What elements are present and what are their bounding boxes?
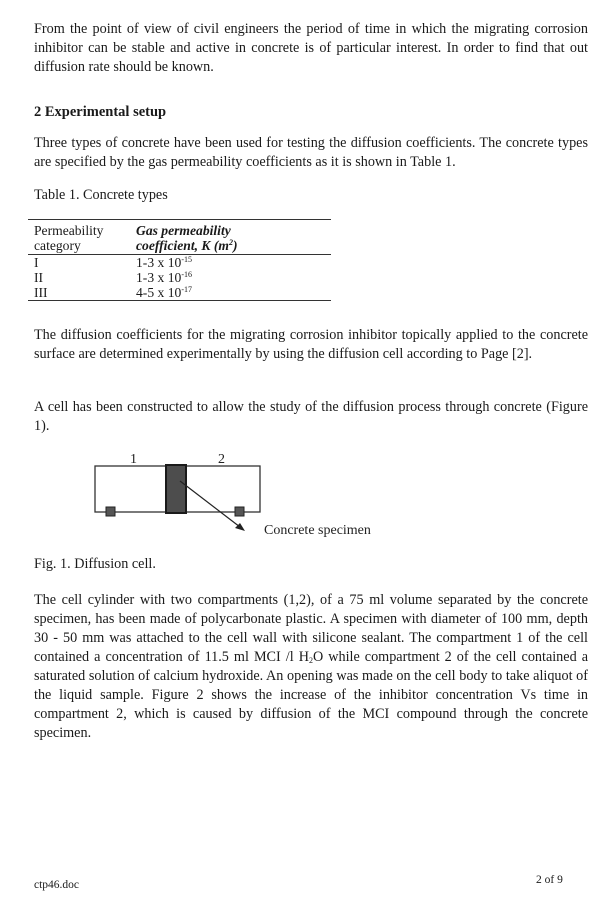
cell-cylinder-paragraph: The cell cylinder with two compartments (1,2), of a 75 ml volume separated by the concrete specimen, has been made of polycarbonate plastic. A specimen with diameter of 100 mm, depth 30 - 50 mm was attached to the cell wall with silicone sealant. The compartment 1 of the cell contained a concentration of 11.5 ml MCI /l $H_2O$ while compartment 2 of the cell contained a saturated solution of calcium hydroxide. An opening was made on the cell body to take aliquot of the liquid sample. Figure 2 shows the increase of the inhibitor concentration Vs time in compartment 2, which is caused by diffusion of the MCI compound through the concrete specimen. [34,592,588,741]
table-row [28,285,331,301]
diffusion-cell-diagram [90,448,410,548]
intro-paragraph: From the point of view of civil engineers the period of time in which the migrating corrosion inhibitor can be stable and active in concrete is of particular interest. In order to find that out diffusion rate should be known. [34,21,588,75]
cell-paragraph: A cell has been constructed to allow the study of the diffusion process through concrete (Figure 1). [34,399,588,434]
cell-coefficient: 4-5 x $10^{-17}$ [136,285,192,300]
cell-category: III [34,285,48,300]
footer-page-indicator: 2 of 9 [536,874,563,886]
table-header-row [28,220,331,255]
figure-caption: Fig. 1. Diffusion cell. [34,556,156,572]
footer-filename: ctp46.doc [34,879,80,891]
table-row [28,270,331,285]
concrete-specimen-label: Concrete specimen [264,523,371,538]
cell-category: I [34,255,39,270]
table-caption: Table 1. Concrete types [34,187,168,203]
cell-coefficient: 1-3 x $10^{-15}$ [136,255,192,270]
cell-category: II [34,270,44,285]
compartment-2-label: 2 [218,452,225,467]
diffusion-cell-figure [90,448,410,548]
cell-coefficient: 1-3 x $10^{-16}$ [136,270,192,285]
concrete-types-paragraph: Three types of concrete have been used for testing the diffusion coefficients. The concrete types are specified by the gas permeability coefficients as it is shown in Table 1. [34,135,588,170]
header-gas-permeability: Gas permeability coefficient, K $(m^2)$ [136,223,238,253]
compartment-1-label: 1 [130,452,137,467]
header-permeability-category: Permeability category [34,223,104,253]
section-heading: 2 Experimental setup [34,104,167,120]
diffusion-coefficients-paragraph: The diffusion coefficients for the migrating corrosion inhibitor topically applied to the concrete surface are determined experimentally by using the diffusion cell according to Page [2]. [34,327,588,362]
table-row [28,255,331,271]
concrete-types-table [28,219,331,301]
